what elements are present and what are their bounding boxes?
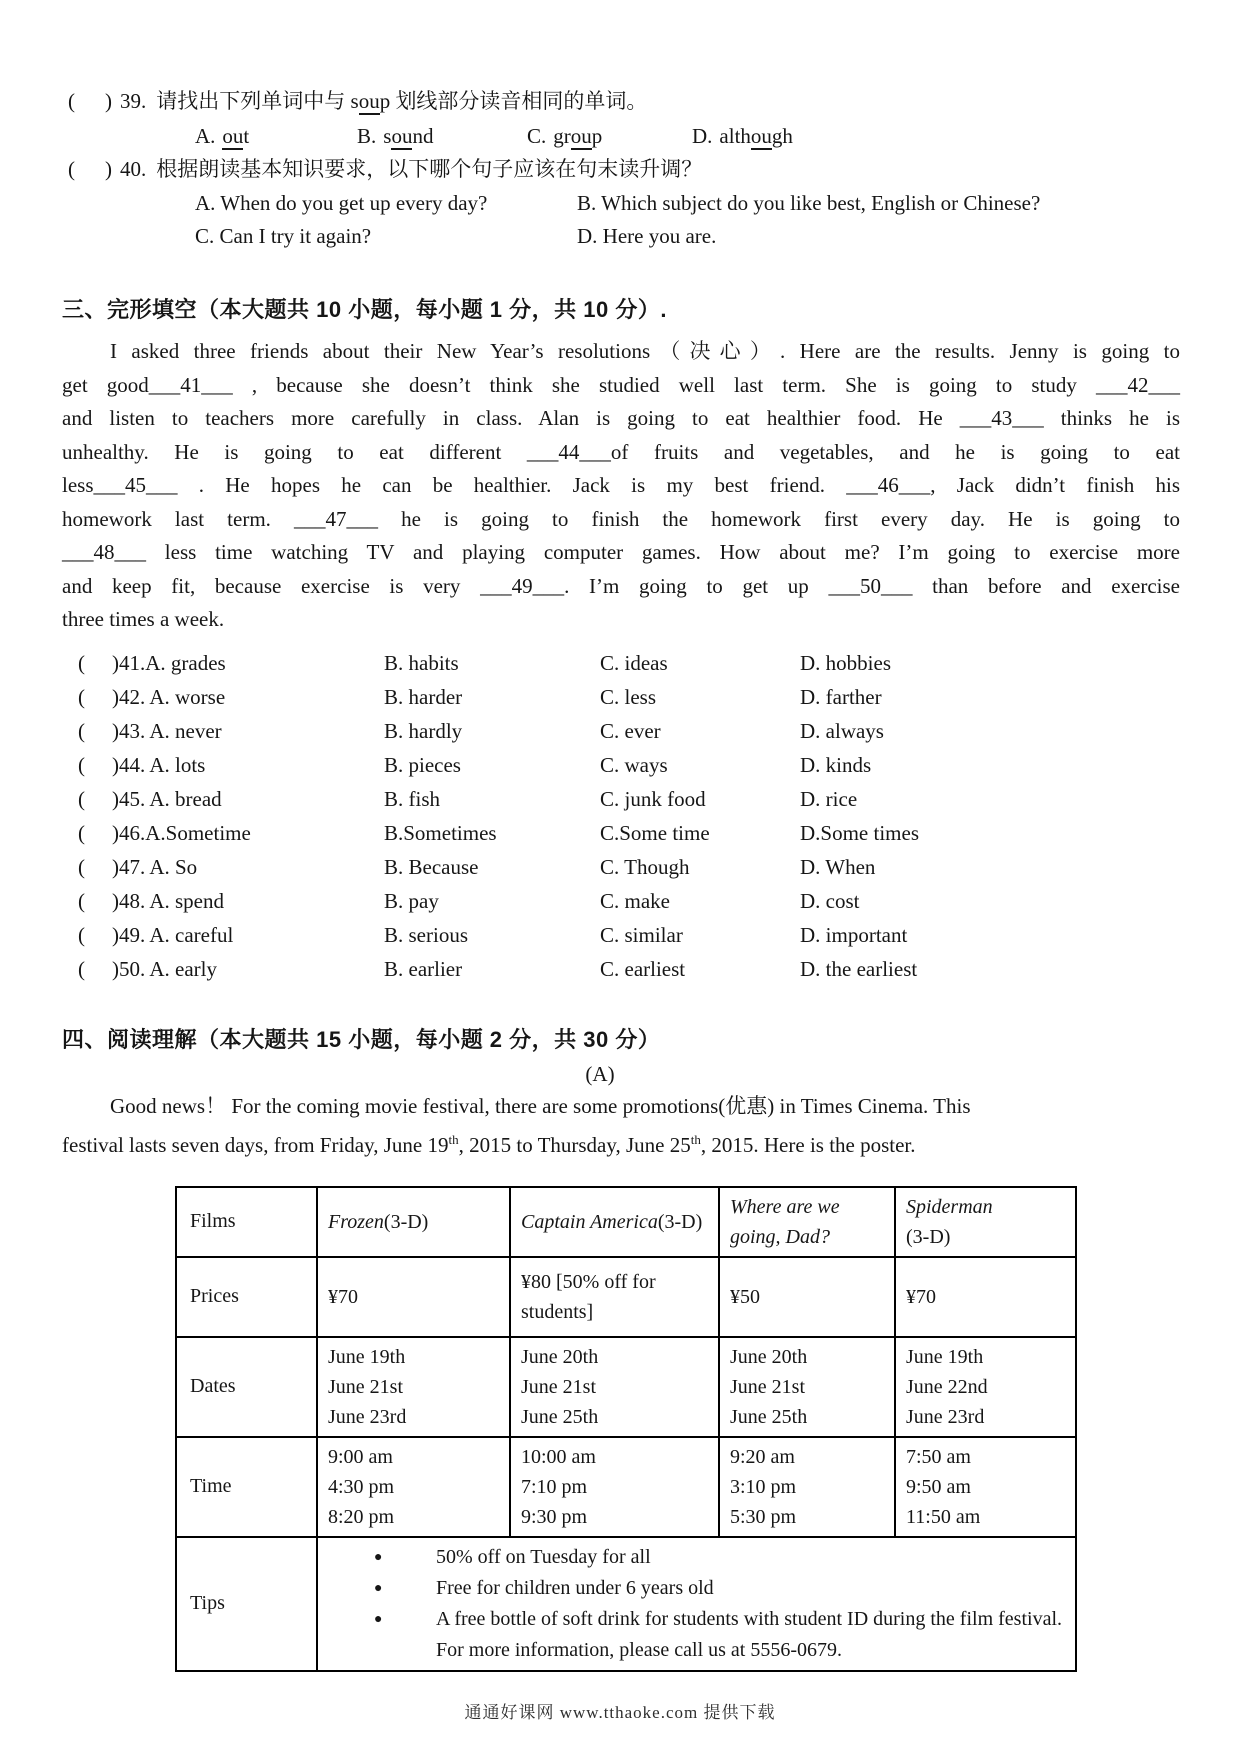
film-captain-america: Captain America(3-D) — [510, 1187, 719, 1257]
q39-paren-close: ) — [105, 89, 112, 113]
film-frozen: Frozen(3-D) — [317, 1187, 510, 1257]
item41-c: C. ideas — [600, 650, 668, 675]
item50-a: )50. A. early — [112, 956, 217, 981]
q40-option-d: D. Here you are. — [577, 224, 717, 248]
row-label-tips: Tips — [176, 1537, 317, 1671]
item41-a: )41.A. grades — [112, 650, 226, 675]
q39-option-b: B. sound — [357, 124, 434, 148]
item45-b: B. fish — [384, 786, 441, 811]
tip-3: ● A free bottle of soft drink for students with student ID during the film festival. For more information, please call us at 5556-0679. — [328, 1604, 1065, 1666]
item44-a: )44. A. lots — [112, 752, 206, 777]
cloze-item-46: ( )46.A.Sometime B.Sometimes C.Some time D.Some times — [78, 820, 919, 845]
reading-intro — [62, 1090, 1180, 1162]
item43-c: C. ever — [600, 718, 661, 743]
item50-d: D. the earliest — [800, 956, 918, 981]
movie-table — [175, 1186, 1077, 1672]
question-40 — [68, 154, 1180, 185]
item48-c: C. make — [600, 888, 670, 913]
item47-c: C. Though — [600, 854, 690, 879]
passage-line-7: ___48___ less time watching TV and playing computer games. How about me? I’m going to exercise more — [62, 540, 1180, 564]
passage-line-8: and keep fit, because exercise is very ___49___. I’m going to get up ___50___ than before and exercise — [62, 573, 1180, 598]
q40-option-c: C. Can I try it again? — [195, 224, 372, 248]
q39-stem-pre: 请找出下列单词中与 — [156, 89, 351, 113]
item42-d: D. farther — [800, 684, 882, 709]
q40-options-cd — [195, 221, 1180, 251]
page-footer: 通通好课网 www.tthaoke.com 提供下载 — [464, 1703, 776, 1722]
bullet-icon: ● — [374, 1549, 383, 1565]
passage-line-6: homework last term. ___47___ he is going to finish the homework first every day. He is going to — [62, 506, 1180, 531]
table-row-prices — [176, 1257, 1076, 1337]
dates-where-are-we-going: June 20th June 21st June 25th — [719, 1337, 895, 1437]
dates-spiderman: June 19th June 22nd June 23rd — [895, 1337, 1076, 1437]
price-where-are-we-going: ¥50 — [719, 1257, 895, 1337]
item43-a: )43. A. never — [112, 718, 222, 743]
item46-d: D.Some times — [800, 820, 919, 845]
cloze-item-48: ( )48. A. spend B. pay C. make D. cost — [78, 888, 860, 913]
q40-number: 40. — [120, 157, 147, 181]
q40-paren-close: ) — [105, 157, 112, 181]
q40-paren-open: ( — [68, 157, 75, 181]
section4-heading: 四、阅读理解（本大题共 15 小题，每小题 2 分，共 30 分） — [62, 1026, 661, 1052]
item41-b: B. habits — [384, 650, 459, 675]
q39-option-c: C. group — [527, 124, 603, 148]
item50-c: C. earliest — [600, 956, 686, 981]
question-39 — [68, 86, 1180, 117]
q39-keyword: soup — [350, 89, 391, 113]
cloze-items — [62, 651, 1180, 991]
row-label-dates: Dates — [176, 1337, 317, 1437]
price-frozen: ¥70 — [317, 1257, 510, 1337]
item45-a: )45. A. bread — [112, 786, 222, 811]
item49-b: B. serious — [384, 922, 468, 947]
item49-c: C. similar — [600, 922, 683, 947]
cloze-item-44: ( )44. A. lots B. pieces C. ways D. kinds — [78, 752, 872, 777]
times-spiderman: 7:50 am 9:50 am 11:50 am — [895, 1437, 1076, 1537]
item43-d: D. always — [800, 718, 884, 743]
q39-stem-post: 划线部分读音相同的单词。 — [390, 89, 648, 113]
cloze-item-42: ( )42. A. worse B. harder C. less D. farther — [78, 684, 882, 709]
price-spiderman: ¥70 — [895, 1257, 1076, 1337]
tips-cell — [317, 1537, 1076, 1671]
passage-line-2: get good___41___ , because she doesn’t think she studied well last term. She is going to study ___42___ — [62, 372, 1180, 397]
item44-d: D. kinds — [800, 752, 872, 777]
item45-c: C. junk food — [600, 786, 706, 811]
item49-d: D. important — [800, 922, 908, 947]
q40-stem: 根据朗读基本知识要求，以下哪个句子应该在句末读升调？ — [156, 157, 703, 181]
item46-c: C.Some time — [600, 820, 710, 845]
passage-line-4: unhealthy. He is going to eat different ___44___of fruits and vegetables, and he is going to eat — [62, 439, 1180, 464]
item42-a: )42. A. worse — [112, 684, 226, 709]
passage-line-3: and listen to teachers more carefully in class. Alan is going to eat healthier food. He ___43___ thinks he is — [62, 406, 1180, 430]
item50-b: B. earlier — [384, 956, 463, 981]
price-captain-america: ¥80 [50% off for students] — [510, 1257, 719, 1337]
dates-captain-america: June 20th June 21st June 25th — [510, 1337, 719, 1437]
q39-option-a: A. out — [195, 124, 250, 148]
q39-option-d: D. although — [692, 124, 793, 148]
row-label-prices: Prices — [176, 1257, 317, 1337]
film-spiderman: Spiderman (3-D) — [895, 1187, 1076, 1257]
cloze-item-47: ( )47. A. So B. Because C. Though D. When — [78, 854, 876, 879]
item46-b: B.Sometimes — [384, 820, 497, 845]
film-where-are-we-going: Where are we going, Dad? — [719, 1187, 895, 1257]
item46-a: )46.A.Sometime — [112, 820, 251, 845]
row-label-time: Time — [176, 1437, 317, 1537]
cloze-item-43: ( )43. A. never B. hardly C. ever D. always — [78, 718, 884, 743]
item44-b: B. pieces — [384, 752, 461, 777]
passage-line-5: less___45___ . He hopes he can be healthier. Jack is my best friend. ___46___, Jack didn’t finish his — [62, 473, 1180, 497]
passage-line-9: three times a week. — [62, 607, 225, 631]
table-row-dates — [176, 1337, 1076, 1437]
item43-b: B. hardly — [384, 718, 463, 743]
item42-c: C. less — [600, 684, 657, 709]
times-frozen: 9:00 am 4:30 pm 8:20 pm — [317, 1437, 510, 1537]
item41-d: D. hobbies — [800, 650, 891, 675]
row-label-films: Films — [176, 1187, 317, 1257]
q39-options — [195, 121, 1180, 151]
item48-d: D. cost — [800, 888, 860, 913]
item48-b: B. pay — [384, 888, 439, 913]
table-row-time — [176, 1437, 1076, 1537]
cloze-item-41: ( )41.A. grades B. habits C. ideas D. hobbies — [78, 650, 891, 675]
item47-d: D. When — [800, 854, 876, 879]
item42-b: B. harder — [384, 684, 463, 709]
cloze-item-50: ( )50. A. early B. earlier C. earliest D. the earliest — [78, 956, 918, 981]
times-where-are-we-going: 9:20 am 3:10 pm 5:30 pm — [719, 1437, 895, 1537]
cloze-passage — [62, 335, 1180, 637]
section3-heading: 三、完形填空（本大题共 10 小题，每小题 1 分，共 10 分）. — [62, 297, 667, 322]
q40-options-ab — [195, 188, 1180, 218]
item44-c: C. ways — [600, 752, 668, 777]
intro-line-1: Good news！ For the coming movie festival, there are some promotions(优惠) in Times Cinema. This — [110, 1093, 971, 1118]
passage-line-1: I asked three friends about their New Year’s resolutions（决心）. Here are the results. Jenny is going to — [110, 339, 1180, 363]
q40-option-a: A. When do you get up every day? — [195, 191, 488, 215]
intro-line-2: festival lasts seven days, from Friday, June 19th, 2015 to Thursday, June 25th, 2015. Here is the poster. — [62, 1131, 916, 1157]
bullet-icon: ● — [374, 1611, 383, 1627]
item45-d: D. rice — [800, 786, 858, 811]
item47-a: )47. A. So — [112, 854, 198, 879]
table-row-tips — [176, 1537, 1076, 1671]
q40-option-b: B. Which subject do you like best, English or Chinese? — [577, 191, 1041, 215]
tip-2: ● Free for children under 6 years old — [328, 1573, 1065, 1604]
item49-a: )49. A. careful — [112, 922, 234, 947]
times-captain-america: 10:00 am 7:10 pm 9:30 pm — [510, 1437, 719, 1537]
q39-paren-open: ( — [68, 89, 75, 113]
cloze-item-45: ( )45. A. bread B. fish C. junk food D. rice — [78, 786, 858, 811]
cloze-item-49: ( )49. A. careful B. serious C. similar D. important — [78, 922, 908, 947]
table-row-films — [176, 1187, 1076, 1257]
q39-number: 39. — [120, 89, 147, 113]
tip-1: ● 50% off on Tuesday for all — [328, 1542, 1065, 1573]
dates-frozen: June 19th June 21st June 23rd — [317, 1337, 510, 1437]
bullet-icon: ● — [374, 1580, 383, 1596]
part-a-label: (A) — [585, 1061, 615, 1086]
item48-a: )48. A. spend — [112, 888, 224, 913]
item47-b: B. Because — [384, 854, 479, 879]
